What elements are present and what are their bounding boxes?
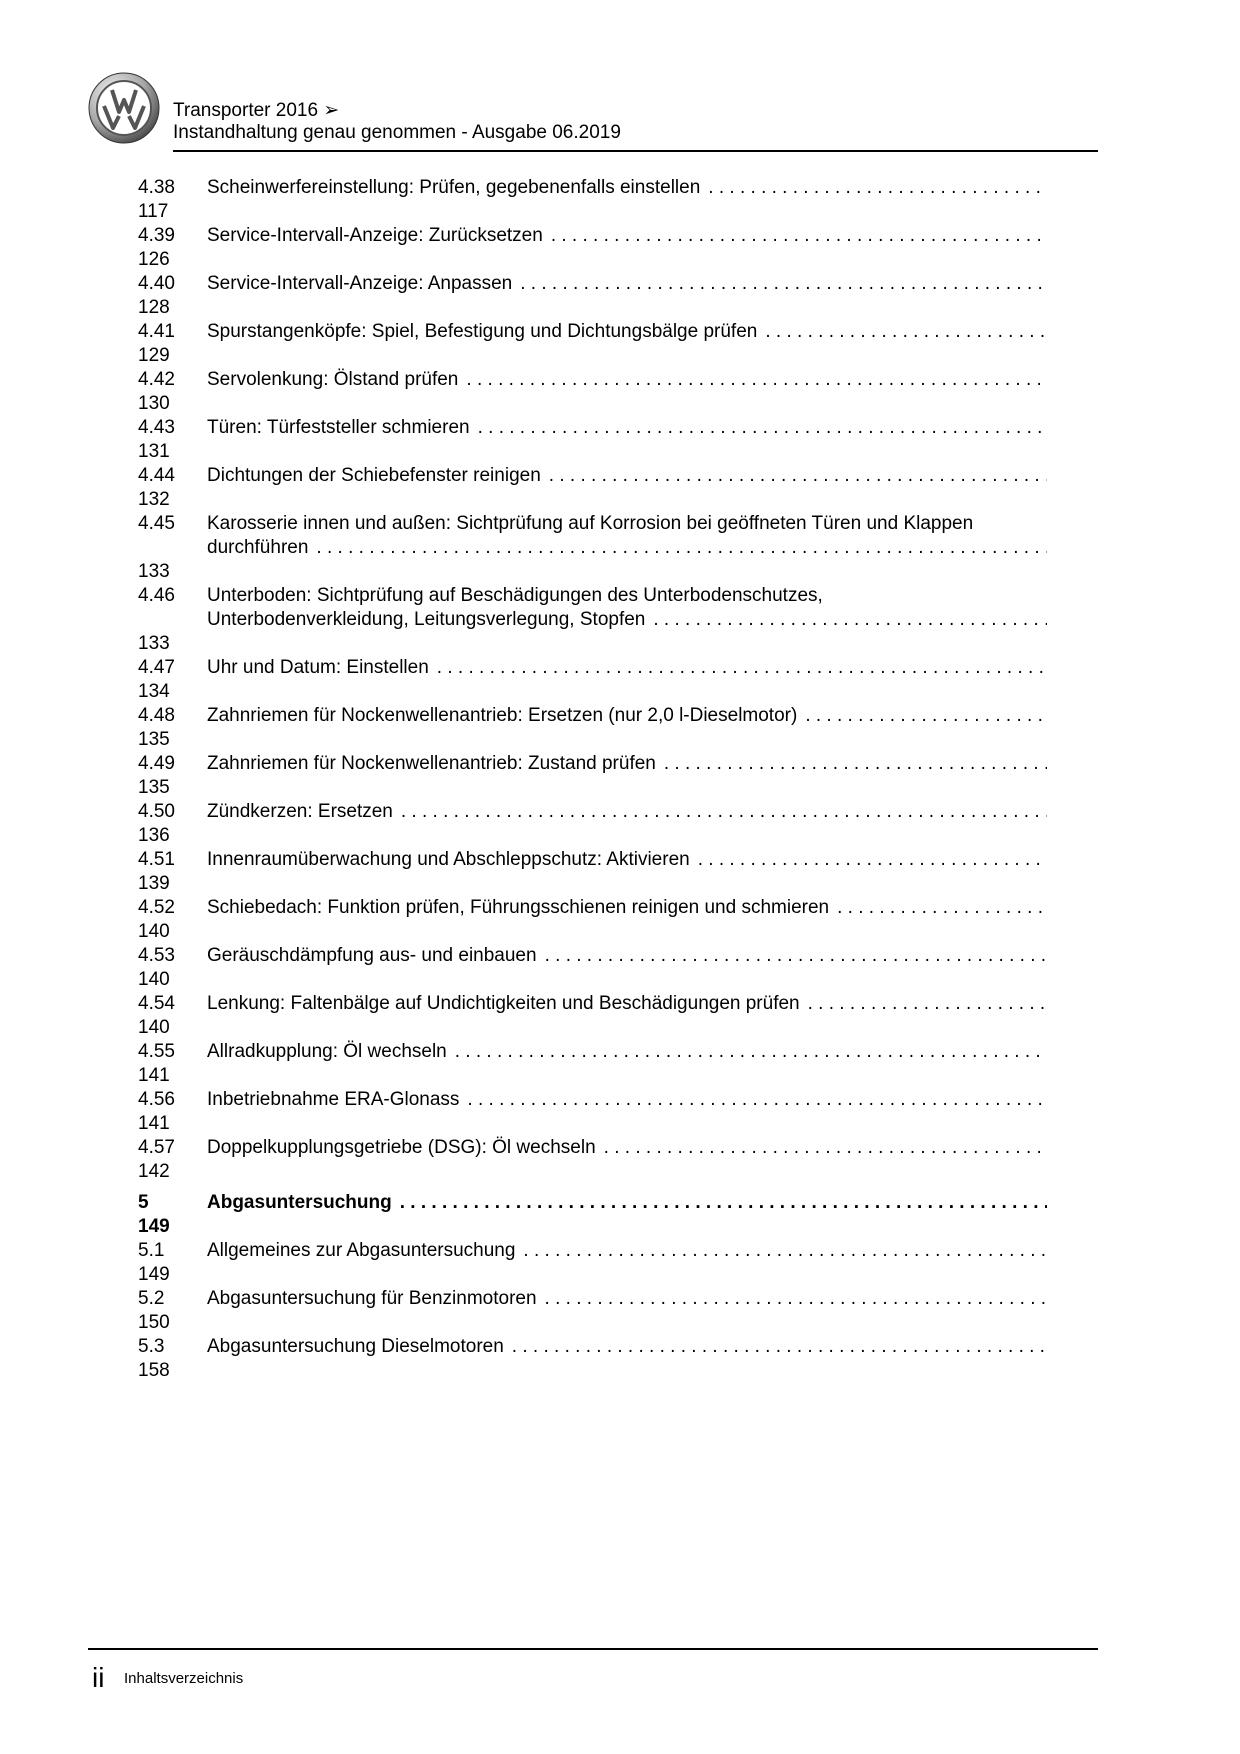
- toc-entry-number: 4.53: [138, 945, 175, 966]
- toc-entry-title: Zündkerzen: Ersetzen: [207, 801, 393, 822]
- dot-leader: [437, 656, 1047, 680]
- toc-entry-title: Schiebedach: Funktion prüfen, Führungsschienen reinigen und schmieren: [207, 897, 830, 918]
- header-divider: [173, 150, 1098, 152]
- toc-entry-title: Innenraumüberwachung und Abschleppschutz: Aktivieren: [207, 849, 690, 870]
- toc-entry[interactable]: [138, 416, 1098, 464]
- toc-entry-number: 4.57: [138, 1137, 175, 1158]
- toc-entry-title: Karosserie innen und außen: Sichtprüfung auf Korrosion bei geöffneten Türen und Klappen: [207, 513, 974, 534]
- toc-entry-page: 135: [138, 729, 170, 750]
- dot-leader: [708, 176, 1047, 200]
- toc-entry[interactable]: [138, 320, 1098, 368]
- toc-entry[interactable]: [138, 176, 1098, 224]
- toc-entry[interactable]: [138, 512, 1098, 584]
- toc-entry-title: Geräuschdämpfung aus- und einbauen: [207, 945, 537, 966]
- toc-entry-page: 128: [138, 297, 170, 318]
- header-subtitle: Instandhaltung genau genommen - Ausgabe 06.2019: [173, 122, 621, 143]
- footer-section-title: Inhaltsverzeichnis: [124, 1670, 244, 1687]
- toc-entry-number: 4.42: [138, 369, 175, 390]
- toc-entry-title: Uhr und Datum: Einstellen: [207, 657, 429, 678]
- dot-leader: [549, 464, 1047, 488]
- toc-entry-number: 4.45: [138, 513, 175, 534]
- toc-entry-title: Doppelkupplungsgetriebe (DSG): Öl wechseln: [207, 1137, 596, 1158]
- toc-entry-title: Abgasuntersuchung Dieselmotoren: [207, 1336, 504, 1357]
- toc-entry[interactable]: [138, 656, 1098, 704]
- toc-entry-number: 4.54: [138, 993, 175, 1014]
- toc-entry[interactable]: [138, 704, 1098, 752]
- toc-entry-page: 134: [138, 681, 170, 702]
- toc-entry-page: 140: [138, 1017, 170, 1038]
- header-text: [173, 100, 621, 144]
- toc-entry[interactable]: [138, 944, 1098, 992]
- toc-entry-title: Lenkung: Faltenbälge auf Undichtigkeiten und Beschädigungen prüfen: [207, 993, 800, 1014]
- toc-entry-title: Allradkupplung: Öl wechseln: [207, 1041, 447, 1062]
- toc-entry-page: 130: [138, 393, 170, 414]
- toc-entry[interactable]: [138, 752, 1098, 800]
- toc-entry-page: 149: [138, 1264, 170, 1285]
- toc-entry-number: 5: [138, 1192, 149, 1213]
- toc-entry-title: Abgasuntersuchung: [207, 1192, 392, 1213]
- dot-leader: [400, 1191, 1047, 1215]
- toc-entry-number: 4.38: [138, 177, 175, 198]
- dot-leader: [467, 1088, 1047, 1112]
- toc-entry[interactable]: [138, 800, 1098, 848]
- dot-leader: [664, 752, 1047, 776]
- toc-entry-page: 132: [138, 489, 170, 510]
- toc-entry[interactable]: [138, 1335, 1098, 1383]
- header-title: Transporter 2016 ➢: [173, 100, 340, 121]
- vw-logo-icon: [88, 72, 160, 144]
- dot-leader: [604, 1136, 1047, 1160]
- toc-entry-title: durchführen: [207, 537, 309, 558]
- toc-entry-page: 135: [138, 777, 170, 798]
- toc-entry-page: 131: [138, 441, 170, 462]
- toc-entry[interactable]: [138, 224, 1098, 272]
- toc-entry[interactable]: [138, 368, 1098, 416]
- toc-entry[interactable]: [138, 1088, 1098, 1136]
- toc-entry-page: 150: [138, 1312, 170, 1333]
- dot-leader: [455, 1040, 1047, 1064]
- toc-entry[interactable]: [138, 848, 1098, 896]
- page-header: [88, 72, 1098, 152]
- toc-entry-title: Service-Intervall-Anzeige: Zurücksetzen: [207, 225, 543, 246]
- dot-leader: [512, 1335, 1047, 1359]
- toc-entry-page: 149: [138, 1216, 170, 1237]
- toc-entry-number: 4.50: [138, 801, 175, 822]
- toc-entry-number: 4.41: [138, 321, 175, 342]
- toc-entry-number: 4.49: [138, 753, 175, 774]
- table-of-contents: [138, 176, 1098, 1383]
- toc-entry-title: Allgemeines zur Abgasuntersuchung: [207, 1240, 516, 1261]
- toc-entry-number: 4.44: [138, 465, 175, 486]
- toc-entry-page: 140: [138, 969, 170, 990]
- toc-entry[interactable]: [138, 1136, 1098, 1184]
- toc-entry-number: 4.51: [138, 849, 175, 870]
- dot-leader: [478, 416, 1047, 440]
- toc-entry-page: 140: [138, 921, 170, 942]
- toc-entry-page: 136: [138, 825, 170, 846]
- toc-entry-page: 158: [138, 1360, 170, 1381]
- toc-entry-number: 5.1: [138, 1240, 165, 1261]
- toc-entry-page: 142: [138, 1161, 170, 1182]
- toc-entry-title: Unterbodenverkleidung, Leitungsverlegung, Stopfen: [207, 609, 646, 630]
- toc-entry-number: 5.2: [138, 1288, 165, 1309]
- dot-leader: [698, 848, 1047, 872]
- dot-leader: [551, 224, 1047, 248]
- toc-entry[interactable]: [138, 1040, 1098, 1088]
- footer-page-number: ii: [92, 1662, 105, 1693]
- dot-leader: [316, 536, 1047, 560]
- toc-entry-title: Scheinwerfereinstellung: Prüfen, gegebenenfalls einstellen: [207, 177, 701, 198]
- toc-entry-page: 117: [138, 201, 169, 222]
- toc-entry-number: 4.47: [138, 657, 175, 678]
- toc-entry-page: 141: [138, 1065, 170, 1086]
- dot-leader: [401, 800, 1047, 824]
- toc-entry[interactable]: [138, 584, 1098, 656]
- toc-entry-title: Spurstangenköpfe: Spiel, Befestigung und Dichtungsbälge prüfen: [207, 321, 758, 342]
- toc-entry-number: 4.56: [138, 1089, 175, 1110]
- dot-leader: [808, 992, 1047, 1016]
- toc-entry-title: Türen: Türfeststeller schmieren: [207, 417, 470, 438]
- toc-entry-page: 133: [138, 561, 170, 582]
- toc-chapter[interactable]: [138, 1191, 1098, 1239]
- toc-entry-number: 4.40: [138, 273, 175, 294]
- toc-entry[interactable]: [138, 1287, 1098, 1335]
- dot-leader: [523, 1239, 1047, 1263]
- toc-entry-title: Service-Intervall-Anzeige: Anpassen: [207, 273, 513, 294]
- footer-divider: [88, 1648, 1098, 1650]
- toc-entry-number: 4.52: [138, 897, 175, 918]
- toc-entry-page: 133: [138, 633, 170, 654]
- toc-entry-page: 139: [138, 873, 170, 894]
- toc-entry-number: 4.55: [138, 1041, 175, 1062]
- toc-entry-page: 126: [138, 249, 170, 270]
- toc-entry[interactable]: [138, 1239, 1098, 1287]
- toc-entry-number: 4.46: [138, 585, 175, 606]
- dot-leader: [653, 608, 1047, 632]
- toc-entry[interactable]: [138, 992, 1098, 1040]
- toc-entry-title: Dichtungen der Schiebefenster reinigen: [207, 465, 541, 486]
- dot-leader: [765, 320, 1047, 344]
- dot-leader: [520, 272, 1047, 296]
- toc-entry-page: 129: [138, 345, 170, 366]
- dot-leader: [545, 1287, 1047, 1311]
- toc-entry-title: Unterboden: Sichtprüfung auf Beschädigungen des Unterbodenschutzes,: [207, 585, 823, 606]
- toc-entry[interactable]: [138, 272, 1098, 320]
- toc-entry-number: 5.3: [138, 1336, 165, 1357]
- toc-entry-title: Zahnriemen für Nockenwellenantrieb: Zustand prüfen: [207, 753, 656, 774]
- toc-entry-title: Abgasuntersuchung für Benzinmotoren: [207, 1288, 537, 1309]
- toc-entry-number: 4.48: [138, 705, 175, 726]
- dot-leader: [805, 704, 1047, 728]
- dot-leader: [466, 368, 1047, 392]
- toc-entry-title: Inbetriebnahme ERA-Glonass: [207, 1089, 460, 1110]
- toc-entry-title: Zahnriemen für Nockenwellenantrieb: Ersetzen (nur 2,0 l-Dieselmotor): [207, 705, 798, 726]
- toc-entry-number: 4.43: [138, 417, 175, 438]
- toc-entry[interactable]: [138, 896, 1098, 944]
- toc-entry[interactable]: [138, 464, 1098, 512]
- toc-entry-page: 141: [138, 1113, 170, 1134]
- toc-entry-number: 4.39: [138, 225, 175, 246]
- dot-leader: [545, 944, 1047, 968]
- toc-entry-title: Servolenkung: Ölstand prüfen: [207, 369, 459, 390]
- dot-leader: [837, 896, 1047, 920]
